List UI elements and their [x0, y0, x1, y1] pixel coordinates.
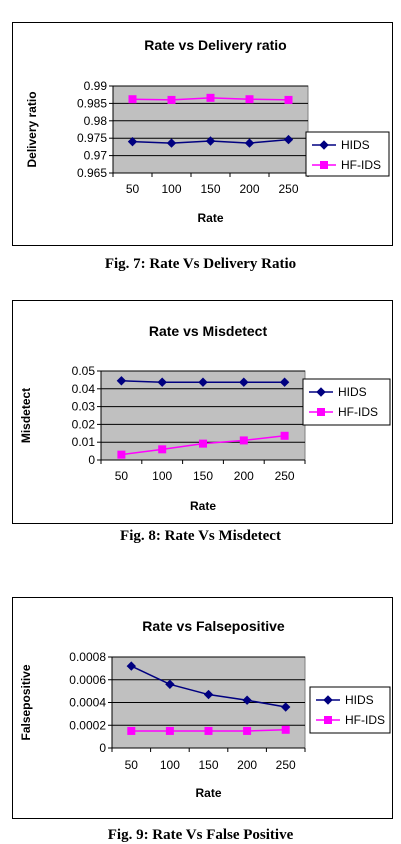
chart-title: Rate vs Falsepositive — [142, 618, 285, 634]
y-tick-label: 0.975 — [76, 131, 107, 146]
legend-label: HF-IDS — [341, 158, 381, 172]
x-tick-label: 150 — [200, 182, 221, 196]
y-tick-label: 0.03 — [71, 399, 95, 414]
x-axis-label: Rate — [189, 499, 217, 513]
figure-caption: Fig. 8: Rate Vs Misdetect — [120, 528, 281, 544]
x-tick-label: 50 — [114, 469, 129, 483]
data-point — [285, 96, 292, 103]
y-tick-label: 0 — [99, 741, 106, 755]
chart-misdetect — [12, 300, 393, 524]
x-axis-label: Rate — [195, 786, 222, 800]
legend — [310, 687, 390, 733]
y-tick-label: 0 — [88, 453, 95, 467]
y-tick-label: 0.02 — [71, 417, 95, 432]
y-tick-label: 0.98 — [83, 113, 107, 128]
figure-caption: Fig. 9: Rate Vs False Positive — [107, 827, 294, 843]
y-tick-label: 0.0004 — [69, 695, 106, 710]
x-axis-label: Rate — [197, 211, 224, 225]
x-tick-label: 100 — [159, 758, 180, 772]
x-tick-label: 200 — [233, 469, 254, 483]
data-point — [282, 726, 289, 733]
data-point — [281, 432, 288, 439]
legend — [303, 379, 390, 425]
x-tick-label: 100 — [161, 182, 182, 196]
chart-misdetect-svg — [13, 301, 394, 525]
legend-label: HIDS — [338, 385, 367, 399]
legend-marker — [325, 717, 332, 724]
data-point — [246, 96, 253, 103]
x-tick-label: 150 — [192, 469, 214, 483]
y-tick-label: 0.04 — [71, 381, 95, 396]
x-tick-label: 200 — [237, 758, 258, 772]
x-tick-label: 200 — [239, 182, 260, 196]
x-tick-label: 50 — [125, 182, 140, 196]
x-tick-label: 50 — [124, 758, 138, 772]
y-axis-label: Misdetect — [19, 387, 34, 444]
y-tick-label: 0.01 — [71, 435, 95, 450]
legend-label: HF-IDS — [345, 713, 385, 727]
legend-label: HIDS — [341, 138, 370, 152]
x-tick-label: 150 — [198, 758, 219, 772]
y-tick-label: 0.985 — [76, 96, 107, 111]
legend-marker — [318, 409, 325, 416]
y-tick-label: 0.0008 — [69, 650, 106, 664]
y-tick-label: 0.965 — [76, 166, 107, 180]
data-point — [118, 451, 125, 458]
data-point — [205, 727, 212, 734]
legend — [306, 132, 389, 176]
legend-marker — [321, 162, 328, 169]
x-tick-label: 250 — [275, 758, 296, 772]
legend-label: HF-IDS — [338, 405, 378, 419]
legend-label: HIDS — [345, 693, 374, 707]
y-tick-label: 0.05 — [71, 364, 95, 378]
chart-title: Rate vs Delivery ratio — [144, 37, 287, 53]
y-tick-label: 0.99 — [83, 79, 107, 93]
y-tick-label: 0.0006 — [69, 672, 106, 687]
y-tick-label: 0.0002 — [69, 718, 106, 733]
data-point — [166, 727, 173, 734]
x-tick-label: 250 — [278, 182, 299, 196]
data-point — [168, 96, 175, 103]
chart-delivery-ratio-svg — [13, 23, 394, 247]
chart-false-positive-svg — [13, 598, 394, 820]
data-point — [244, 727, 251, 734]
chart-delivery-ratio — [12, 22, 393, 246]
data-point — [240, 437, 247, 444]
chart-false-positive — [12, 597, 393, 819]
data-point — [129, 96, 136, 103]
y-axis-label: Falsepositive — [19, 664, 34, 741]
y-tick-label: 0.97 — [83, 148, 107, 163]
data-point — [128, 727, 135, 734]
chart-title: Rate vs Misdetect — [148, 323, 268, 339]
data-point — [159, 446, 166, 453]
x-tick-label: 100 — [152, 469, 173, 483]
data-point — [200, 440, 207, 447]
figure-caption: Fig. 7: Rate Vs Delivery Ratio — [104, 256, 297, 272]
y-axis-label: Delivery ratio — [25, 91, 40, 168]
data-point — [207, 94, 214, 101]
x-tick-label: 250 — [274, 469, 295, 483]
